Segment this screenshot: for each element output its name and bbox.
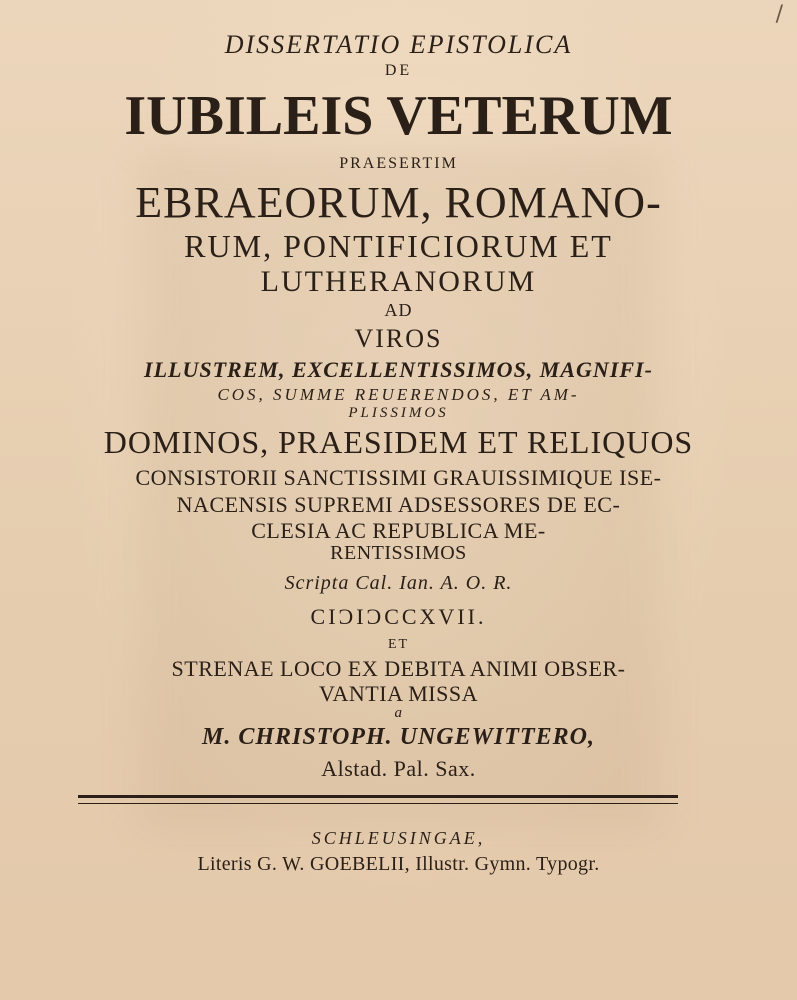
strenae-line-2: VANTIA MISSA [318,681,478,706]
strenae-line-1: STRENAE LOCO EX DEBITA ANIMI OBSER- [171,656,626,681]
scripta-date: Scripta Cal. Ian. A. O. R. [284,572,513,594]
roman-year: CIƆIƆCCXVII. [310,604,487,629]
imprint-place: SCHLEUSINGAE, [311,828,486,848]
author-origin: Alstad. Pal. Sax. [321,756,476,781]
heading-dominos: DOMINOS, PRAESIDEM ET RELIQUOS [103,424,694,460]
heading-ad: AD [384,300,413,320]
imprint-rule-top [78,795,678,798]
heading-viros: VIROS [354,324,443,353]
author-name: M. CHRISTOPH. UNGEWITTERO, [202,724,595,750]
heading-lutheranorum: LUTHERANORUM [260,265,537,298]
heading-a: a [394,705,403,721]
addressee-line-1: ILLUSTREM, EXCELLENTISSIMOS, MAGNIFI- [144,357,653,382]
consistorii-line-2: NACENSIS SUPREMI ADSESSORES DE EC- [176,492,621,517]
heading-dissertatio: DISSERTATIO EPISTOLICA [224,30,573,59]
addressee-line-3: PLISSIMOS [348,405,449,421]
heading-et: ET [387,637,410,652]
heading-ebraeorum: EBRAEORUM, ROMANO- [135,178,662,227]
addressee-line-2: COS, SUMME REUERENDOS, ET AM- [217,385,580,404]
consistorii-line-3: CLESIA AC REPUBLICA ME- [251,518,546,543]
heading-de: DE [384,62,413,79]
main-title: IUBILEIS VETERUM [124,85,673,147]
heading-praesertim: PRAESERTIM [339,155,458,172]
imprint-printer: Literis G. W. GOEBELII, Illustr. Gymn. Typogr. [197,853,600,875]
consistorii-line-4: RENTISSIMOS [330,542,467,564]
heading-pontificiorum: RUM, PONTIFICIORUM ET [184,228,613,264]
consistorii-line-1: CONSISTORII SANCTISSIMI GRAUISSIMIQUE ISE- [135,465,662,490]
imprint-rule-bottom [78,803,678,804]
corner-mark: / [775,2,783,27]
